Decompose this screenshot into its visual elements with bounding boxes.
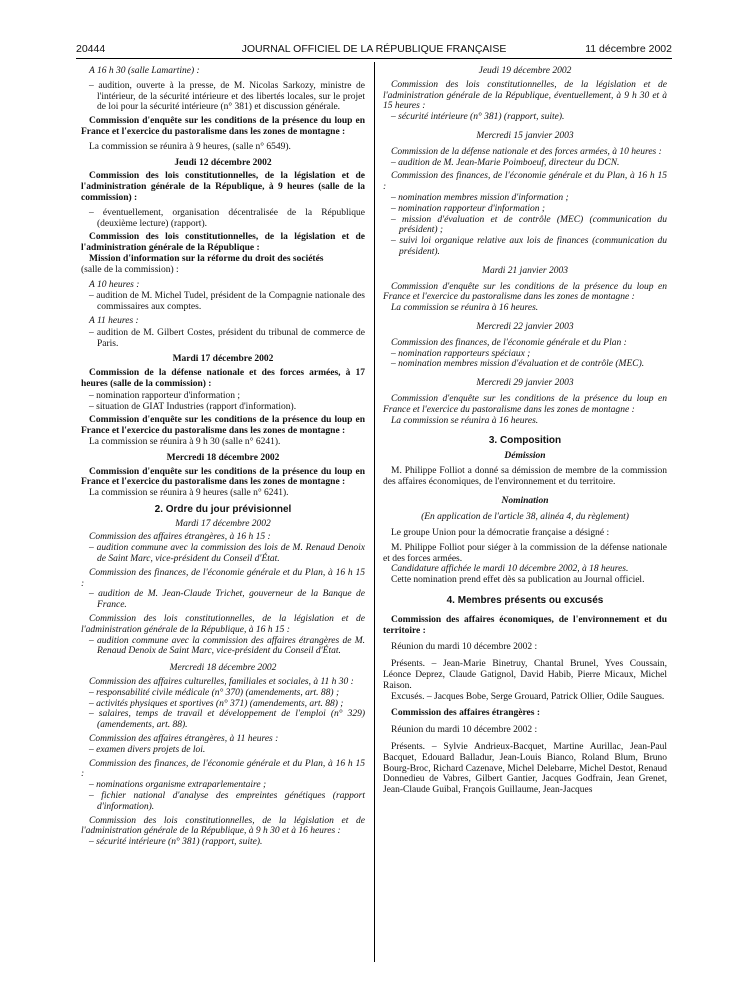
agenda-item: – audition de M. Jean-Claude Trichet, gouverneur de la Banque de France. — [89, 589, 365, 611]
paragraph: Cette nomination prend effet dès sa publication au Journal officiel. — [391, 575, 645, 586]
page-number: 20444 — [76, 43, 106, 55]
commission-title: Commission d'enquête sur les conditions de la présence du loup en France et l'exercice du pastoralisme dans les zones de montagne : — [81, 116, 365, 137]
commission-title: Commission des finances, de l'économie générale et du Plan, à 16 h 15 : — [383, 171, 667, 193]
commission-title: Commission des lois constitutionnelles, de la législation et de l'administration générale de la République : — [81, 232, 365, 254]
agenda-item: – responsabilité civile médicale (n° 370) (amendements, art. 88) ; — [89, 687, 340, 698]
meeting-info: La commission se réunira à 9 heures, (salle n° 6549). — [89, 141, 291, 152]
agenda-item: – sécurité intérieure (n° 381) (rapport, suite). — [89, 837, 263, 848]
session-time: A 16 h 30 (salle Lamartine) : — [89, 66, 200, 76]
commission-title: Commission d'enquête sur les conditions de la présence du loup en France et l'exercice du pastoralisme dans les zones de montagne : — [383, 393, 667, 415]
paragraph: M. Philippe Folliot a donné sa démission de membre de la commission des affaires économiques, de l'environnement et du territoire. — [383, 465, 667, 487]
agenda-item: – nomination rapporteur d'information ; — [89, 390, 241, 401]
header-rule — [76, 58, 672, 59]
agenda-item: – situation de GIAT Industries (rapport d'information). — [89, 401, 297, 412]
agenda-item: – examen divers projets de loi. — [89, 744, 206, 755]
section-title: 2. Ordre du jour prévisionnel — [154, 503, 292, 515]
agenda-item: – audition commune avec la commission des lois de M. Renaud Denoix de Saint Marc, vice-président du Conseil d'État. — [89, 543, 365, 565]
commission-title: Commission d'enquête sur les conditions de la présence du loup en France et l'exercice du pastoralisme dans les zones de montagne : — [383, 281, 667, 303]
commission-title: Commission d'enquête sur les conditions de la présence du loup en France et l'exercice du pastoralisme dans les zones de montagne : — [81, 466, 365, 488]
meeting-info: La commission se réunira à 16 heures. — [391, 303, 539, 314]
subsection-title: Démission — [504, 451, 546, 462]
members-present: Présents. – Jean-Marie Binetruy, Chantal Brunel, Yves Coussain, Léonce Deprez, Claude Gatignol, David Habib, Pierre Micaux, Michel Raison. — [383, 659, 667, 691]
commission-title: Commission d'enquête sur les conditions de la présence du loup en France et l'exercice du pastoralisme dans les zones de montagne : — [81, 415, 365, 437]
agenda-item: – audition de M. Michel Tudel, président de la Compagnie nationale des commissaires aux comptes. — [89, 291, 365, 313]
date-heading: Mardi 17 décembre 2002 — [175, 518, 271, 529]
mission-title: Mission d'information sur la réforme du droit des sociétés — [89, 253, 324, 264]
members-excused: Excusés. – Jacques Bobe, Serge Grouard, Patrick Ollier, Odile Saugues. — [391, 691, 665, 702]
agenda-item: – audition, ouverte à la presse, de M. Nicolas Sarkozy, ministre de l'intérieur, de la sécurité intérieure et des libertés locales, sur le projet de loi pour la sécurité intérieure (n° 381) et discussion générale. — [89, 80, 365, 113]
session-time: A 10 heures : — [89, 279, 140, 290]
agenda-item: – éventuellement, organisation décentralisée de la République (deuxième lecture) (rapport). — [89, 207, 365, 229]
agenda-item: – suivi loi organique relative aux lois de finances (communication du président). — [391, 236, 667, 257]
agenda-item: – nomination rapporteur d'information ; — [391, 203, 546, 214]
date-heading: Mercredi 15 janvier 2003 — [476, 130, 574, 141]
commission-title: Commission des finances, de l'économie générale et du Plan : — [391, 337, 627, 348]
members-present: Présents. – Sylvie Andrieux-Bacquet, Martine Aurillac, Jean-Paul Bacquet, Edouard Balladur, Jean-Louis Bianco, Roland Blum, Bruno Bourg-Broc, Richard Cazenave, Michel Delebarre, Michel Destot, Renaud Donnedieu de Vabres, Gilbert Gantier, Jacques Godfrain, Jean Grenet, Jean-Claude Guibal, François Guillaume, Jean-Jacques — [383, 742, 667, 796]
date-heading: Jeudi 12 décembre 2002 — [174, 157, 272, 168]
right-column — [383, 66, 667, 800]
commission-title: Commission des affaires étrangères, à 11 heures : — [89, 734, 279, 745]
session-time: A 11 heures : — [89, 315, 139, 326]
date-heading: Mardi 21 janvier 2003 — [482, 265, 568, 276]
commission-title: Commission des affaires économiques, de l'environnement et du territoire : — [383, 614, 667, 636]
meeting-info: La commission se réunira à 9 heures (salle n° 6241). — [89, 488, 289, 499]
date-heading: Mercredi 22 janvier 2003 — [476, 321, 574, 332]
column-divider — [374, 62, 375, 962]
issue-date: 11 décembre 2002 — [585, 43, 672, 55]
agenda-item: – sécurité intérieure (n° 381) (rapport, suite). — [391, 112, 565, 123]
left-column — [81, 66, 365, 848]
agenda-item: – salaires, temps de travail et développement de l'emploi (n° 329) (amendements, art. 88). — [89, 709, 365, 731]
journal-title: JOURNAL OFFICIEL DE LA RÉPUBLIQUE FRANÇAISE — [241, 43, 507, 55]
meeting-info: La commission se réunira à 16 heures. — [391, 415, 539, 426]
agenda-item: – nomination membres mission d'information ; — [391, 192, 569, 203]
agenda-item: – mission d'évaluation et de contrôle (MEC) (communication du président) ; — [391, 214, 667, 236]
commission-title: Commission des finances, de l'économie générale et du Plan, à 16 h 15 : — [81, 567, 365, 589]
commission-title: Commission de la défense nationale et des forces armées, à 10 heures : — [391, 146, 662, 157]
commission-title: Commission des affaires culturelles, familiales et sociales, à 11 h 30 : — [89, 677, 354, 688]
commission-title: Commission des lois constitutionnelles, de la législation et de l'administration générale de la République, éventuellement, à 9 h 30 et à 15 heures : — [383, 79, 667, 112]
subsection-title: Nomination — [501, 495, 549, 506]
paragraph: Candidature affichée le mardi 10 décembre 2002, à 18 heures. — [391, 564, 629, 575]
commission-title: Commission de la défense nationale et des forces armées, à 17 heures (salle de la commission) : — [81, 368, 365, 389]
meeting-date: Réunion du mardi 10 décembre 2002 : — [391, 642, 538, 653]
commission-title: Commission des lois constitutionnelles, de la législation et de l'administration générale de la République, à 9 h 30 et à 16 heures : — [81, 815, 365, 837]
commission-title: Commission des affaires étrangères, à 16 h 15 : — [89, 532, 271, 543]
agenda-item: – activités physiques et sportives (n° 371) (amendements, art. 88) ; — [89, 698, 344, 709]
date-heading: Mercredi 18 décembre 2002 — [169, 663, 277, 674]
agenda-item: – audition de M. Gilbert Costes, président du tribunal de commerce de Paris. — [89, 327, 365, 349]
commission-title: Commission des lois constitutionnelles, de la législation et de l'administration générale de la République, à 9 heures (salle de la commission) : — [81, 171, 365, 203]
agenda-item: – fichier national d'analyse des empreintes génétiques (rapport d'information). — [89, 791, 365, 812]
section-title: 4. Membres présents ou excusés — [446, 595, 604, 607]
page-header — [76, 43, 672, 59]
meeting-date: Réunion du mardi 10 décembre 2002 : — [391, 725, 538, 736]
date-heading: Jeudi 19 décembre 2002 — [478, 66, 572, 76]
paragraph: Le groupe Union pour la démocratie française a désigné : — [391, 528, 610, 539]
commission-title: Commission des finances, de l'économie générale et du Plan, à 16 h 15 : — [81, 758, 365, 780]
agenda-item: – audition commune avec la commission des affaires étrangères de M. Renaud Denoix de Saint Marc, vice-président du Conseil d'État. — [89, 635, 365, 657]
commission-title: Commission des lois constitutionnelles, de la législation et de l'administration générale de la République, à 16 h 15 : — [81, 614, 365, 635]
rule-reference: (En application de l'article 38, alinéa 4, du règlement) — [421, 512, 629, 523]
agenda-item: – nominations organisme extraparlementaire ; — [89, 780, 267, 791]
section-title: 3. Composition — [488, 435, 562, 447]
date-heading: Mercredi 18 décembre 2002 — [166, 452, 280, 463]
agenda-item: – audition de M. Jean-Marie Poimboeuf, directeur du DCN. — [391, 157, 620, 168]
paragraph: M. Philippe Folliot pour siéger à la commission de la défense nationale et des forces armées. — [383, 542, 667, 564]
agenda-item: – nomination membres mission d'évaluation et de contrôle (MEC). — [391, 359, 645, 370]
commission-title: Commission des affaires étrangères : — [391, 708, 540, 719]
date-heading: Mardi 17 décembre 2002 — [172, 354, 274, 365]
agenda-item: – nomination rapporteurs spéciaux ; — [391, 348, 531, 359]
date-heading: Mercredi 29 janvier 2003 — [476, 378, 574, 389]
meeting-info: La commission se réunira à 9 h 30 (salle n° 6241). — [89, 436, 281, 447]
room-info: (salle de la commission) : — [81, 264, 179, 275]
